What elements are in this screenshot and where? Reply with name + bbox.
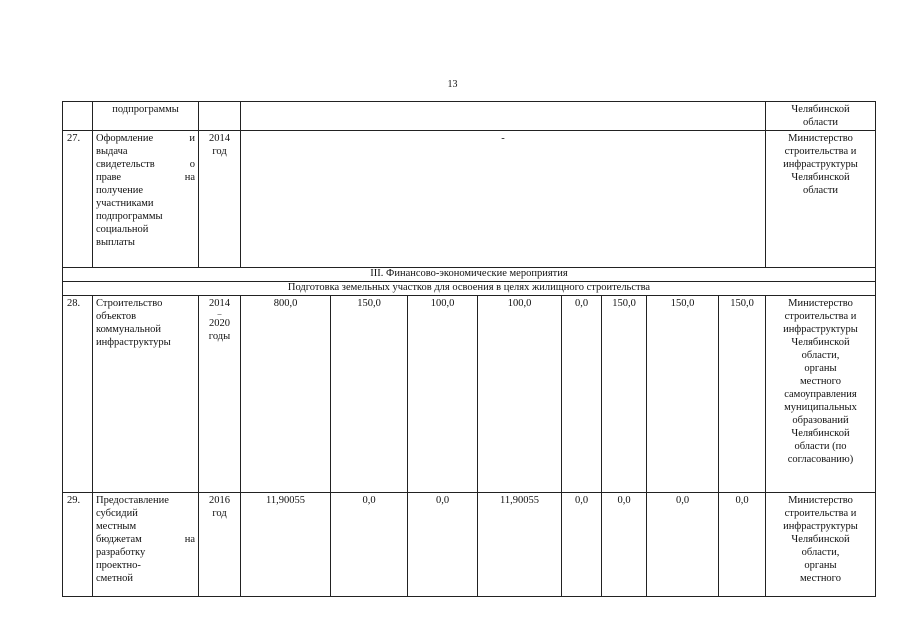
resp-line: образований bbox=[792, 415, 849, 426]
name-line: Предоставление bbox=[96, 495, 169, 506]
subsection-title: Подготовка земельных участков для освоения в целях жилищного строительства bbox=[63, 282, 876, 296]
resp-line: местного bbox=[800, 573, 841, 584]
name-line: сметной bbox=[96, 573, 134, 584]
cell-num: 28. bbox=[63, 296, 93, 493]
cell-num: 29. bbox=[63, 493, 93, 597]
name-line: социальной bbox=[96, 224, 149, 235]
table-row-27 bbox=[63, 131, 876, 268]
cell-responsible bbox=[766, 102, 876, 131]
cell-year bbox=[199, 102, 241, 131]
cell-values-dash: - bbox=[241, 131, 766, 268]
resp-line: Челябинской bbox=[791, 428, 850, 439]
name-word: о bbox=[189, 159, 195, 170]
resp-line: органы bbox=[804, 363, 837, 374]
cell-values-empty bbox=[241, 102, 766, 131]
year-text: год bbox=[212, 146, 227, 157]
cell-value: 150,0 bbox=[647, 296, 719, 493]
resp-line: области, bbox=[801, 350, 840, 361]
name-line: выдача bbox=[96, 146, 128, 157]
name-line: субсидий bbox=[96, 508, 138, 519]
resp-line: области, bbox=[801, 547, 840, 558]
cell-value: 150,0 bbox=[719, 296, 766, 493]
cell-value: 100,0 bbox=[408, 296, 478, 493]
resp-line: согласованию) bbox=[787, 454, 854, 465]
resp-line: инфраструктуры bbox=[783, 521, 858, 532]
table-row-28 bbox=[63, 296, 876, 493]
cell-value: 800,0 bbox=[241, 296, 331, 493]
resp-line: муниципальных bbox=[784, 402, 857, 413]
name-line: выплаты bbox=[96, 237, 135, 248]
cell-value: 150,0 bbox=[331, 296, 408, 493]
resp-line: Министерство bbox=[788, 495, 853, 506]
cell-value: 0,0 bbox=[602, 493, 647, 597]
year-text: 2020 bbox=[209, 318, 230, 329]
cell-num: 27. bbox=[63, 131, 93, 268]
page-number: 13 bbox=[447, 79, 458, 90]
cell-num bbox=[63, 102, 93, 131]
cell-name bbox=[93, 102, 199, 131]
resp-line: строительства и bbox=[784, 311, 857, 322]
cell-year bbox=[199, 296, 241, 493]
resp-line: области bbox=[802, 185, 839, 196]
cell-year bbox=[199, 131, 241, 268]
resp-line: местного bbox=[800, 376, 841, 387]
cell-value: 0,0 bbox=[562, 493, 602, 597]
name-word: свидетельств bbox=[96, 159, 155, 170]
year-text: 2014 bbox=[209, 298, 230, 309]
table-row-continuation bbox=[63, 102, 876, 131]
name-line: получение bbox=[96, 185, 144, 196]
name-line bbox=[96, 171, 195, 184]
section-title: III. Финансово-экономические мероприятия bbox=[63, 268, 876, 282]
resp-line: инфраструктуры bbox=[783, 324, 858, 335]
resp-line: строительства и bbox=[784, 508, 857, 519]
name-line: проектно- bbox=[96, 560, 141, 571]
year-text: 2014 bbox=[209, 133, 230, 144]
cell-value: 150,0 bbox=[602, 296, 647, 493]
table-row-29 bbox=[63, 493, 876, 597]
section-row bbox=[63, 268, 876, 282]
cell-name bbox=[93, 296, 199, 493]
resp-line: Челябинской bbox=[791, 104, 850, 115]
name-word: праве bbox=[96, 172, 122, 183]
subsection-row bbox=[63, 282, 876, 296]
cell-responsible bbox=[766, 296, 876, 493]
row-name-text: подпрограммы bbox=[112, 104, 179, 115]
resp-line: строительства и bbox=[784, 146, 857, 157]
name-line: местным bbox=[96, 521, 137, 532]
resp-line: Челябинской bbox=[791, 534, 850, 545]
resp-line: Министерство bbox=[788, 298, 853, 309]
cell-value: 0,0 bbox=[719, 493, 766, 597]
name-line: объектов bbox=[96, 311, 137, 322]
name-line: подпрограммы bbox=[96, 211, 163, 222]
name-line: участниками bbox=[96, 198, 154, 209]
cell-value: 11,90055 bbox=[241, 493, 331, 597]
cell-name bbox=[93, 493, 199, 597]
resp-line: Челябинской bbox=[791, 172, 850, 183]
cell-value: 100,0 bbox=[478, 296, 562, 493]
resp-line: самоуправления bbox=[784, 389, 857, 400]
name-line: Строительство bbox=[96, 298, 163, 309]
cell-value: 0,0 bbox=[331, 493, 408, 597]
year-text: годы bbox=[208, 331, 231, 342]
name-word: на bbox=[184, 534, 195, 545]
year-text: 2016 bbox=[209, 495, 230, 506]
cell-responsible bbox=[766, 493, 876, 597]
name-line: инфраструктуры bbox=[96, 337, 171, 348]
name-word: бюджетам bbox=[96, 534, 142, 545]
cell-value: 11,90055 bbox=[478, 493, 562, 597]
cell-value: 0,0 bbox=[647, 493, 719, 597]
resp-line: органы bbox=[804, 560, 837, 571]
cell-value: 0,0 bbox=[408, 493, 478, 597]
name-word: Оформление bbox=[96, 133, 154, 144]
resp-line: области bbox=[802, 117, 839, 128]
name-line bbox=[96, 158, 195, 171]
year-text: год bbox=[212, 508, 227, 519]
program-table bbox=[62, 101, 876, 597]
name-word: и bbox=[189, 133, 195, 144]
resp-line: Челябинской bbox=[791, 337, 850, 348]
cell-responsible bbox=[766, 131, 876, 268]
resp-line: инфраструктуры bbox=[783, 159, 858, 170]
name-line bbox=[96, 533, 195, 546]
name-line bbox=[96, 132, 195, 145]
name-word: на bbox=[184, 172, 195, 183]
name-line: разработку bbox=[96, 547, 146, 558]
year-separator: – bbox=[217, 309, 222, 318]
cell-value: 0,0 bbox=[562, 296, 602, 493]
resp-line: области (по bbox=[794, 441, 847, 452]
resp-line: Министерство bbox=[788, 133, 853, 144]
cell-name bbox=[93, 131, 199, 268]
cell-year bbox=[199, 493, 241, 597]
name-line: коммунальной bbox=[96, 324, 162, 335]
